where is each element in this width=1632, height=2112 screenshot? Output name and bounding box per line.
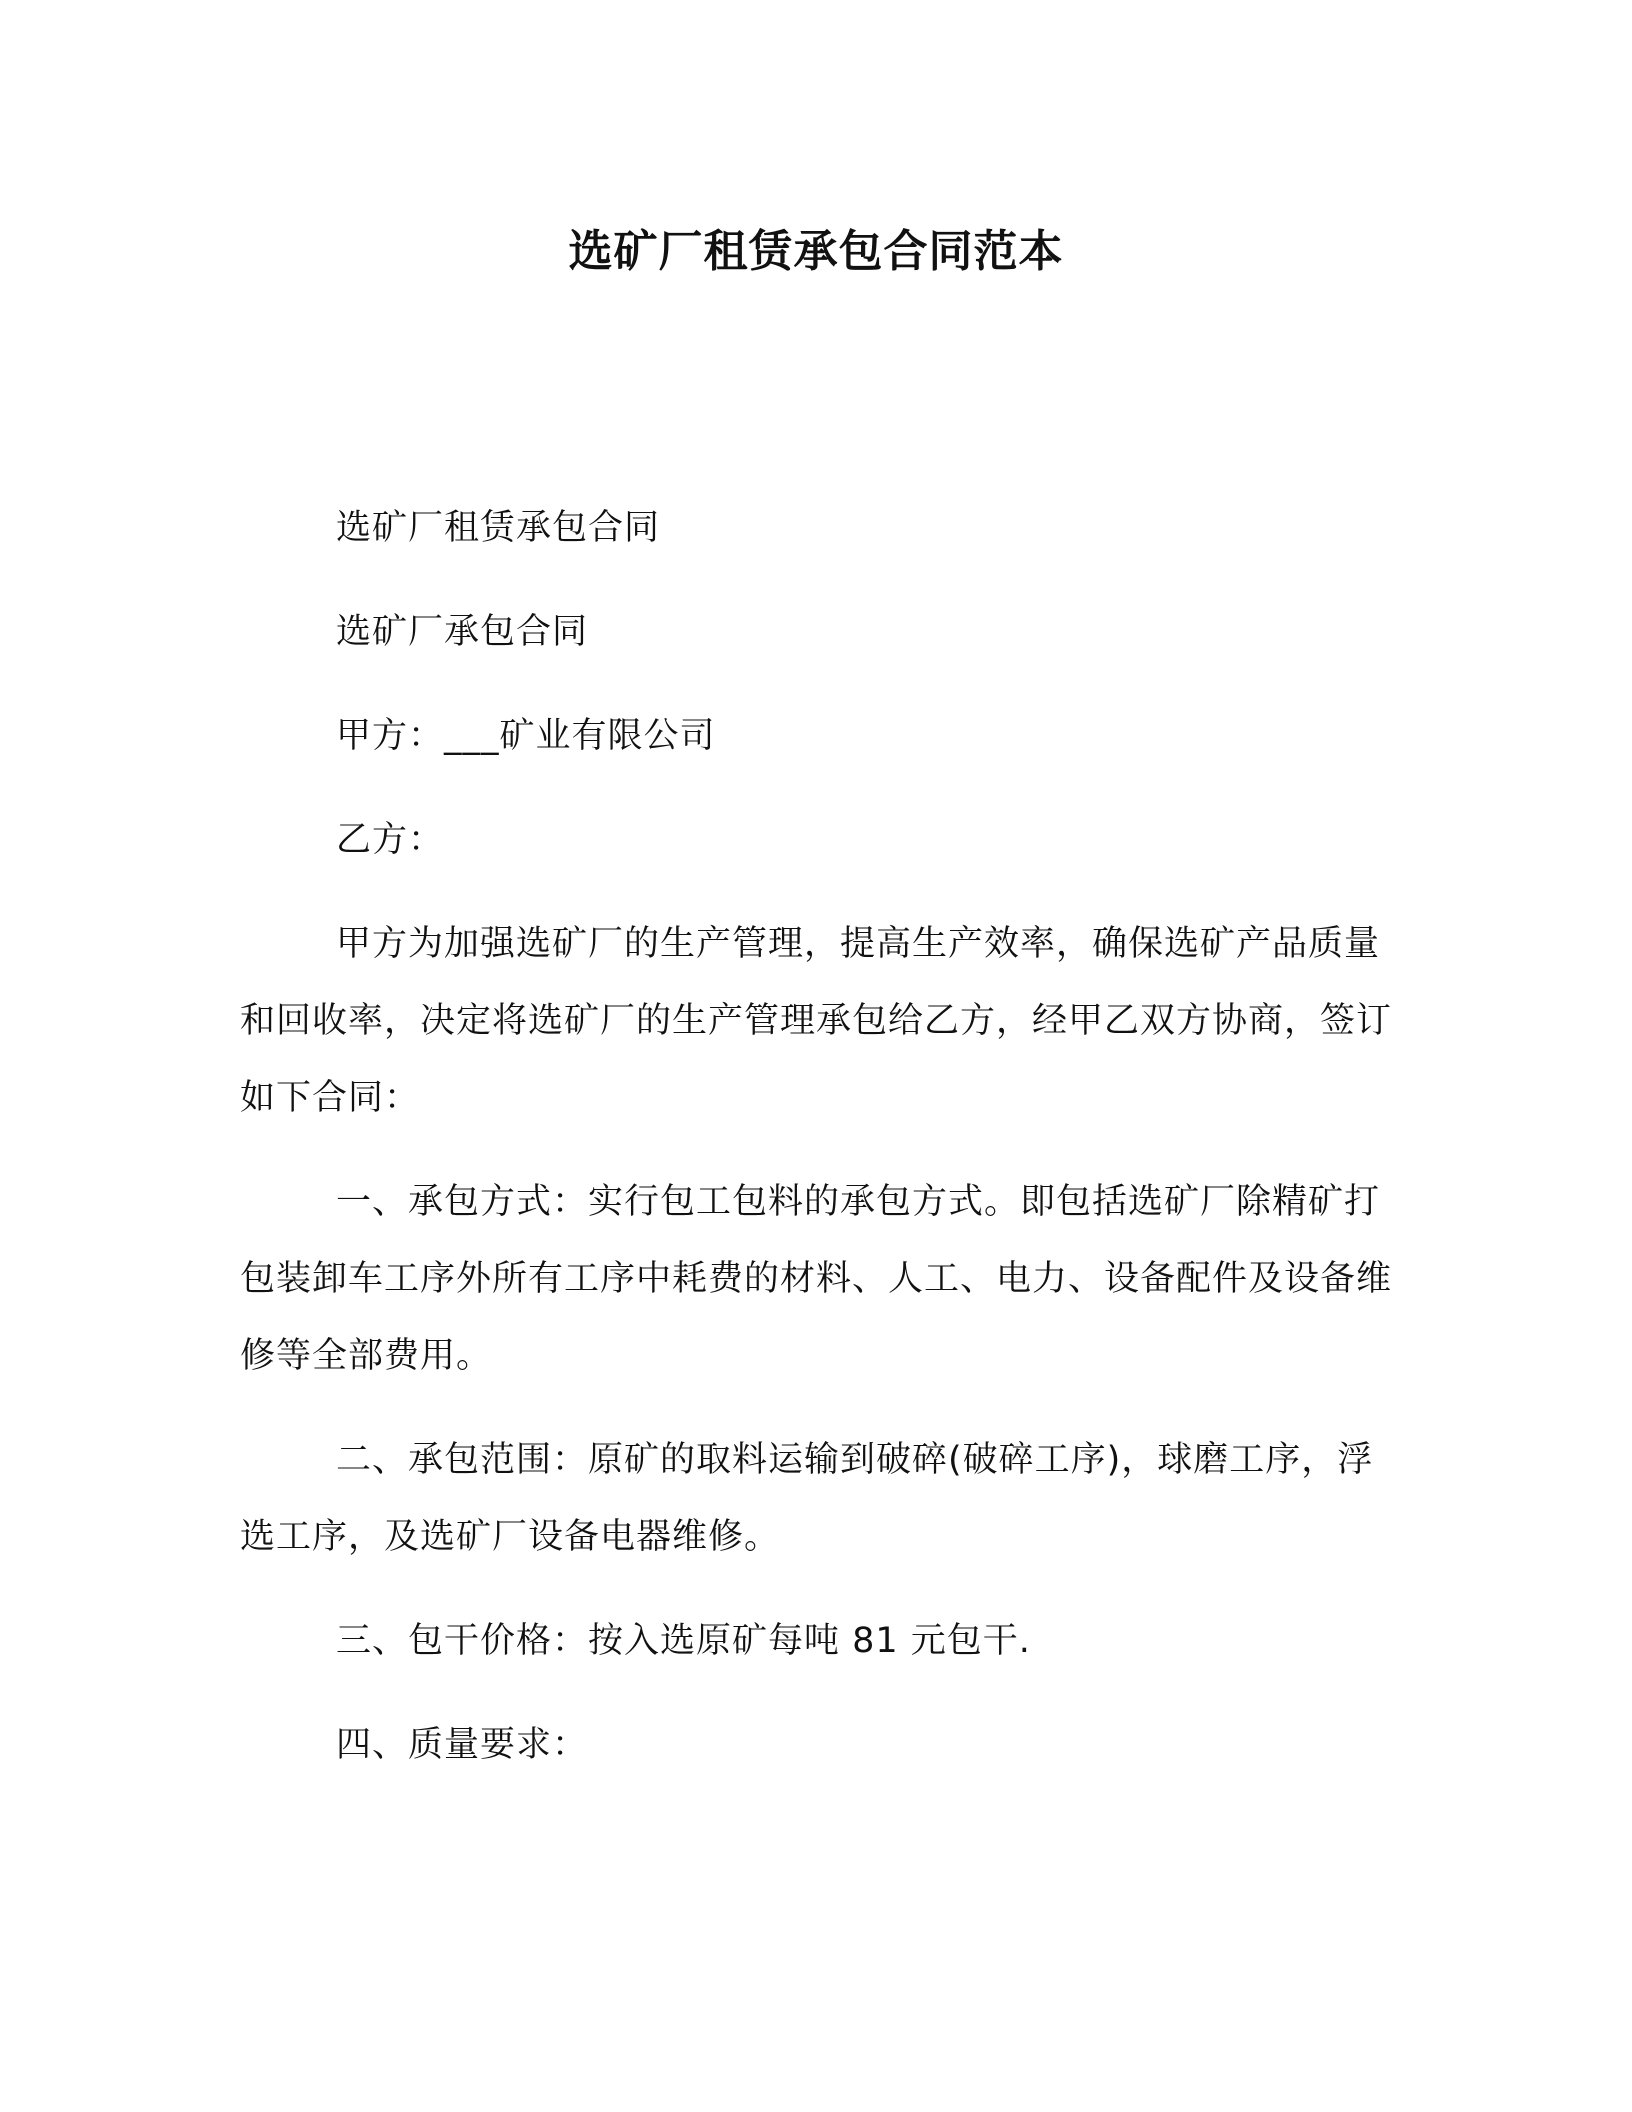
paragraph-clause-1: 一、承包方式：实行包工包料的承包方式。即包括选矿厂除精矿打包装卸车工序外所有工序中耗费的材料、人工、电力、设备配件及设备维修等全部费用。 xyxy=(240,1182,1393,1376)
paragraph-clause-2: 二、承包范围：原矿的取料运输到破碎(破碎工序)，球磨工序，浮选工序，及选矿厂设备电器维修。 xyxy=(240,1440,1374,1557)
paragraph-clause-4: 四、质量要求： xyxy=(336,1725,589,1765)
paragraph-clause-3: 三、包干价格：按入选原矿每吨 81 元包干. xyxy=(336,1621,1031,1661)
paragraph-preamble: 甲方为加强选矿厂的生产管理，提高生产效率，确保选矿产品质量和回收率，决定将选矿厂的生产管理承包给乙方，经甲乙双方协商，签订如下合同： xyxy=(240,924,1393,1118)
paragraph-contract-name: 选矿厂租赁承包合同 xyxy=(336,508,661,548)
paragraph-party-b: 乙方： xyxy=(336,820,445,860)
paragraph-party-a: 甲方：___矿业有限公司 xyxy=(336,716,716,756)
paragraph-contract-subtitle: 选矿厂承包合同 xyxy=(336,612,589,652)
document-title: 选矿厂租赁承包合同范本 xyxy=(568,226,1064,277)
document-body xyxy=(240,490,1392,1811)
